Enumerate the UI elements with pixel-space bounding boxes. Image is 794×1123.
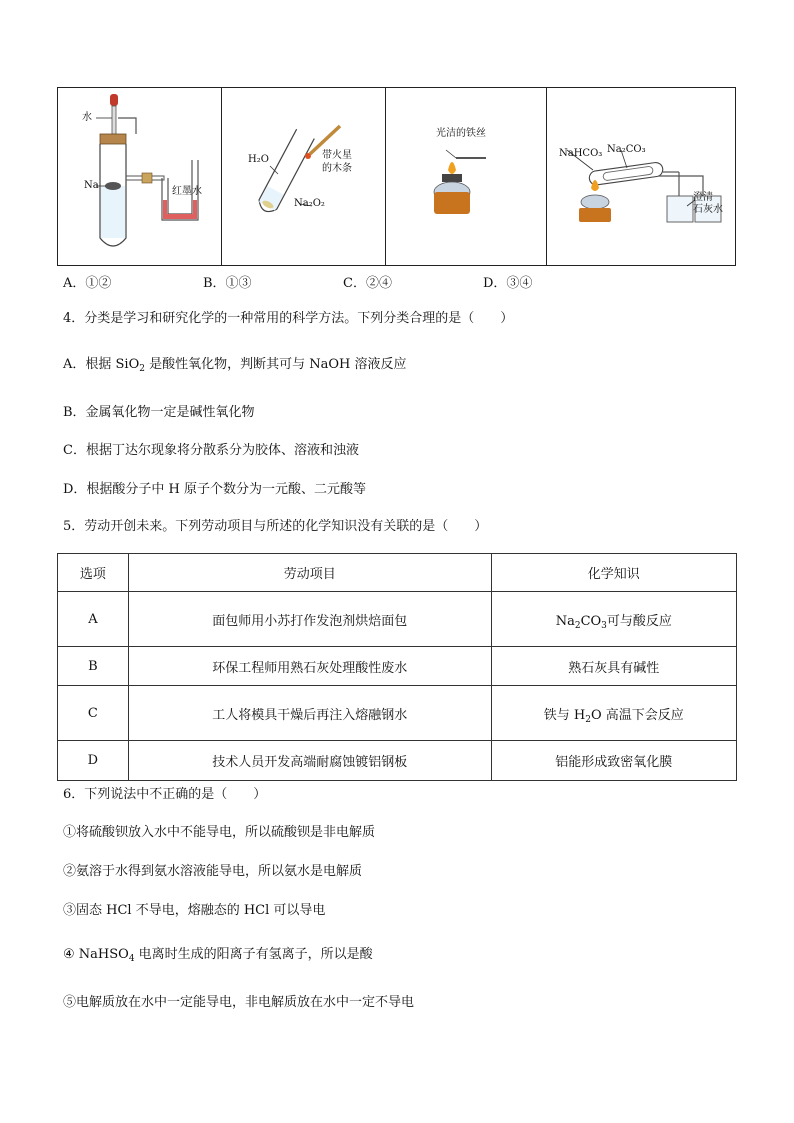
question-5-stem: 5．劳动开创未来。下列劳动项目与所述的化学知识没有关联的是（ ） <box>63 519 488 534</box>
table-row <box>58 741 737 781</box>
option-d[interactable]: D．③④ <box>483 276 533 291</box>
figure-2-sodium-peroxide <box>222 88 386 265</box>
table-row <box>58 592 737 647</box>
row-project: 面包师用小苏打作发泡剂烘焙面包 <box>128 592 491 647</box>
water-formula-label: H₂O <box>248 154 269 165</box>
row-project: 工人将模具干燥后再注入熔融钢水 <box>128 686 491 741</box>
nahco3-label: NaHCO₃ <box>559 148 603 159</box>
experiment-figures <box>57 87 736 266</box>
statement-5: ⑤电解质放在水中一定能导电，非电解质放在水中一定不导电 <box>63 995 415 1010</box>
figure-1-sodium-water <box>58 88 222 265</box>
question-6-stem: 6．下列说法中不正确的是（ ） <box>63 787 267 802</box>
figure-4-carbonate-heating <box>547 88 735 265</box>
row-knowledge: 铝能形成致密氧化膜 <box>491 741 736 781</box>
option-a[interactable]: A．①② <box>63 276 112 291</box>
row-option: B <box>58 647 129 686</box>
question-4-option-c[interactable]: C．根据丁达尔现象将分散系分为胶体、溶液和浊液 <box>63 443 359 458</box>
question-5-table <box>57 553 737 781</box>
question-4-stem: 4．分类是学习和研究化学的一种常用的科学方法。下列分类合理的是（ ） <box>63 311 514 326</box>
iron-wire-label: 光洁的铁丝 <box>436 128 486 139</box>
option-a-text-pre: A．根据 SiO <box>63 357 140 372</box>
limewater-label-line2: 石灰水 <box>693 204 723 215</box>
statement-1: ①将硫酸钡放入水中不能导电，所以硫酸钡是非电解质 <box>63 825 376 840</box>
alcohol-lamp-iron-wire-icon <box>386 88 546 265</box>
header-option: 选项 <box>58 554 129 592</box>
splint-label-line1: 带火星 <box>322 150 352 161</box>
na2co3-label: Na₂CO₃ <box>607 144 646 155</box>
table-row <box>58 686 737 741</box>
splint-label-line2: 的木条 <box>322 163 352 174</box>
option-a-subscript: 2 <box>139 364 145 374</box>
header-project: 劳动项目 <box>128 554 491 592</box>
red-ink-label: 红墨水 <box>172 186 202 197</box>
carbonate-decomposition-icon <box>547 88 733 265</box>
header-knowledge: 化学知识 <box>491 554 736 592</box>
table-header-row <box>58 554 737 592</box>
question-4-option-b[interactable]: B．金属氧化物一定是碱性氧化物 <box>63 405 255 420</box>
test-tube-splint-icon <box>222 88 385 265</box>
table-row <box>58 647 737 686</box>
row-option: D <box>58 741 129 781</box>
sodium-label: Na <box>84 180 99 191</box>
row-project: 技术人员开发高端耐腐蚀镀铝钢板 <box>128 741 491 781</box>
row-knowledge: $Na_2CO_3$可与酸反应 <box>491 592 736 647</box>
statement-2: ②氨溶于水得到氨水溶液能导电，所以氨水是电解质 <box>63 864 363 879</box>
question-3-options <box>63 272 703 290</box>
figure-3-iron-wire <box>386 88 547 265</box>
row-knowledge: 熟石灰具有碱性 <box>491 647 736 686</box>
water-label: 水 <box>82 112 92 123</box>
row-option: C <box>58 686 129 741</box>
option-b[interactable]: B．①③ <box>203 276 252 291</box>
statement-3: ③固态 HCl 不导电，熔融态的 HCl 可以导电 <box>63 903 326 918</box>
statement-4: ④ NaHSO$_4$ 电离时生成的阳离子有氢离子，所以是酸 <box>63 947 373 964</box>
option-a-text-post: 是酸性氧化物，判断其可与 NaOH 溶液反应 <box>144 357 407 372</box>
row-knowledge: 铁与 $H_2O$ 高温下会反应 <box>491 686 736 741</box>
sodium-peroxide-label: Na₂O₂ <box>294 198 325 209</box>
row-option: A <box>58 592 129 647</box>
option-c[interactable]: C．②④ <box>343 276 392 291</box>
question-4-option-a[interactable] <box>63 356 407 374</box>
limewater-label-line1: 澄清 <box>693 192 713 203</box>
question-4-option-d[interactable]: D．根据酸分子中 H 原子个数分为一元酸、二元酸等 <box>63 482 367 497</box>
row-project: 环保工程师用熟石灰处理酸性废水 <box>128 647 491 686</box>
